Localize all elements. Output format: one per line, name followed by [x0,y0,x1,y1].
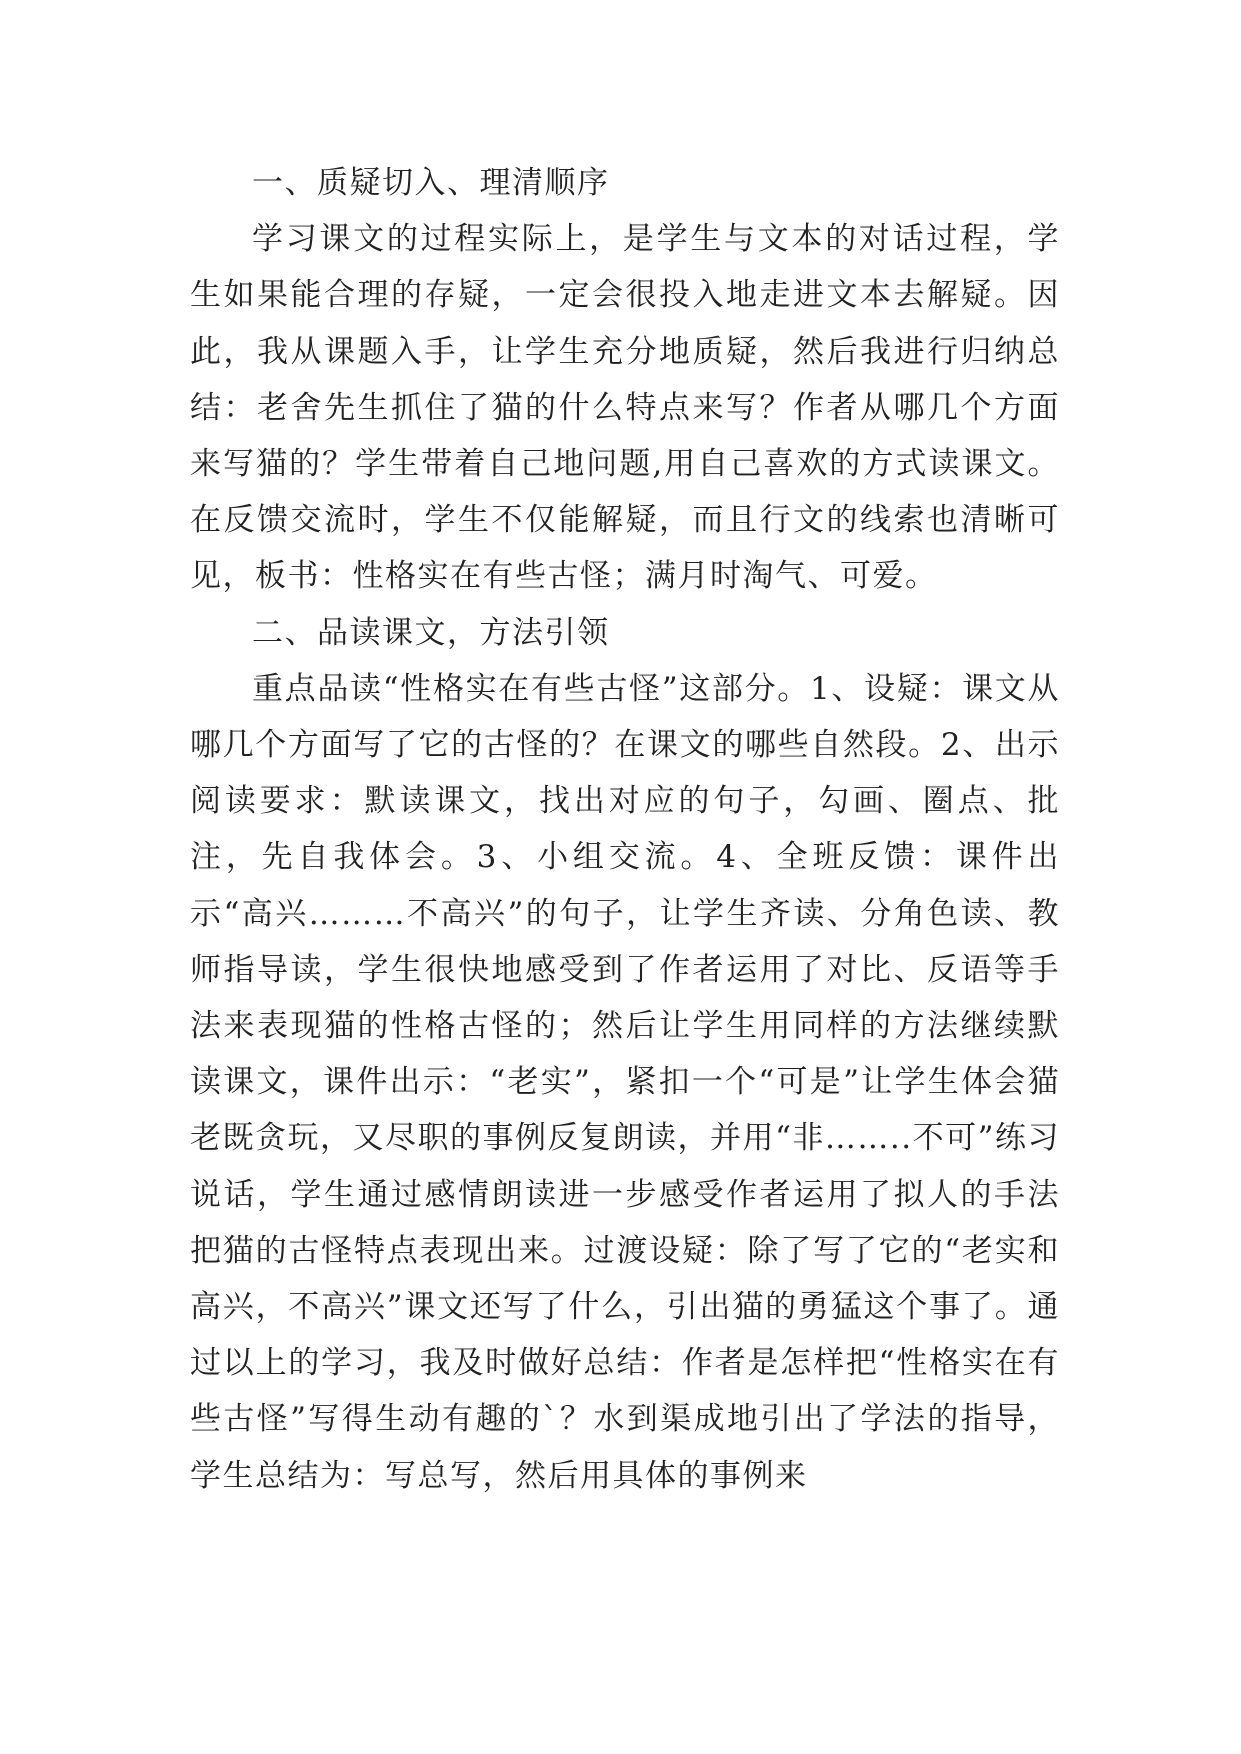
section-heading-1: 一、质疑切入、理清顺序 [252,165,610,201]
section-paragraph-2: 重点品读“性格实在有些古怪”这部分。1、设疑：课文从哪几个方面写了它的古怪的？在课文的哪些自然段。2、出示阅读要求：默读课文，找出对应的句子，勾画、圈点、批注，先自我体会。3、小组交流。4、全班反馈：课件出示“高兴………不高兴”的句子，让学生齐读、分角色读、教师指导读，学生很快地感受到了作者运用了对比、反语等手法来表现猫的性格古怪的；然后让学生用同样的方法继续默读课文，课件出示：“老实”，紧扣一个“可是”让学生体会猫老既贪玩，又尽职的事例反复朗读，并用“非……..不可”练习说话，学生通过感情朗读进一步感受作者运用了拟人的手法把猫的古怪特点表现出来。过渡设疑：除了写了它的“老实和高兴，不高兴”课文还写了什么，引出猫的勇猛这个事了。通过以上的学习，我及时做好总结：作者是怎样把“性格实在有些古怪”写得生动有趣的`？水到渠成地引出了学法的指导，学生总结为：写总写，然后用具体的事例来 [190,670,1060,1494]
section-heading-2: 二、品读课文，方法引领 [252,614,610,651]
document-body [190,155,1060,1504]
section-paragraph-1: 学习课文的过程实际上，是学生与文本的对话过程，学生如果能合理的存疑，一定会很投入地走进文本去解疑。因此，我从课题入手，让学生充分地质疑，然后我进行归纳总结：老舍先生抓住了猫的什么特点来写？作者从哪几个方面来写猫的？学生带着自己地问题,用自己喜欢的方式读课文。在反馈交流时，学生不仅能解疑，而且行文的线索也清晰可见，板书：性格实在有些古怪；满月时淘气、可爱。 [190,221,1060,595]
